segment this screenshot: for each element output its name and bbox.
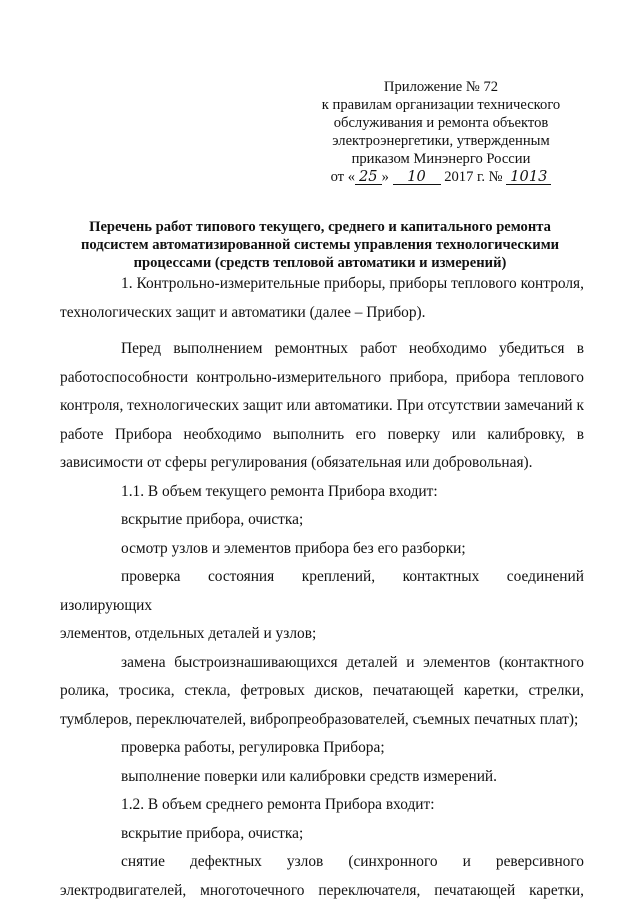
paragraph-line: снятие дефектных узлов (синхронного и реверсивного (121, 853, 584, 870)
document-title (60, 218, 580, 272)
paragraph-line: технологических защит и автоматики (далее – Прибор). (60, 303, 426, 321)
annex-header (310, 78, 572, 186)
title-line-1: Перечень работ типового текущего, среднего и капитального ремонта (89, 219, 551, 235)
paragraph-line: электродвигателей, многоточечного переключателя, печатающей каретки, (60, 881, 584, 899)
paragraph-line: выполнение поверки или калибровки средств измерений. (121, 767, 498, 785)
annex-line-3: обслуживания и ремонта объектов (333, 115, 549, 131)
paragraph-line: 1.2. В объем среднего ремонта Прибора входит: (121, 796, 435, 813)
annex-line-2: к правилам организации технического (321, 97, 561, 113)
paragraph-line: проверка состояния креплений, контактных соединений изолирующих (60, 568, 584, 614)
paragraph-line: ролика, тросика, стекла, фетровых дисков, печатающей каретки, стрелки, (60, 682, 584, 699)
date-prefix: от « (330, 169, 356, 185)
paragraph-line: вскрытие прибора, очистка; (121, 824, 304, 842)
paragraph-line: работе Прибора необходимо выполнить его поверку или калибровку, в (60, 425, 584, 443)
title-line-3: процессами (средств тепловой автоматики и измерений) (133, 255, 507, 271)
paragraph-line: работоспособности контрольно-измерительного прибора, прибора теплового (60, 368, 584, 386)
handwritten-number: 1013 (506, 169, 551, 185)
title-line-2: подсистем автоматизированной системы управления технологическими (80, 237, 560, 253)
annex-line-5: приказом Минэнерго России (351, 151, 531, 167)
handwritten-month: 10 (393, 169, 441, 185)
paragraph-line: 1.1. В объем текущего ремонта Прибора входит: (121, 482, 438, 500)
paragraph-line: элементов, отдельных деталей и узлов; (60, 625, 317, 642)
paragraph-line: зависимости от сферы регулирования (обязательная или добровольная). (60, 454, 533, 471)
paragraph-line: Перед выполнением ремонтных работ необходимо убедиться в (121, 340, 584, 357)
handwritten-day: 25 (355, 169, 382, 185)
document-body (60, 270, 584, 905)
paragraph-line: тумблеров, переключателей, вибропреобразователей, съемных печатных плат); (60, 710, 579, 728)
paragraph-line: 1. Контрольно-измерительные приборы, приборы теплового контроля, (121, 275, 584, 292)
date-year: 2017 г. № (444, 169, 503, 185)
paragraph-line: контроля, технологических защит или автоматики. При отсутствии замечаний к (60, 397, 584, 414)
paragraph-line: осмотр узлов и элементов прибора без его разборки; (121, 539, 466, 557)
annex-number: Приложение № 72 (383, 79, 499, 95)
paragraph-line: вскрытие прибора, очистка; (121, 511, 304, 528)
annex-date-line (310, 168, 572, 186)
paragraph-line: замена быстроизнашивающихся деталей и элементов (контактного (121, 653, 584, 671)
date-mid: » (381, 169, 389, 185)
paragraph-line: проверка работы, регулировка Прибора; (121, 739, 385, 756)
annex-line-4: электроэнергетики, утвержденным (332, 133, 550, 149)
